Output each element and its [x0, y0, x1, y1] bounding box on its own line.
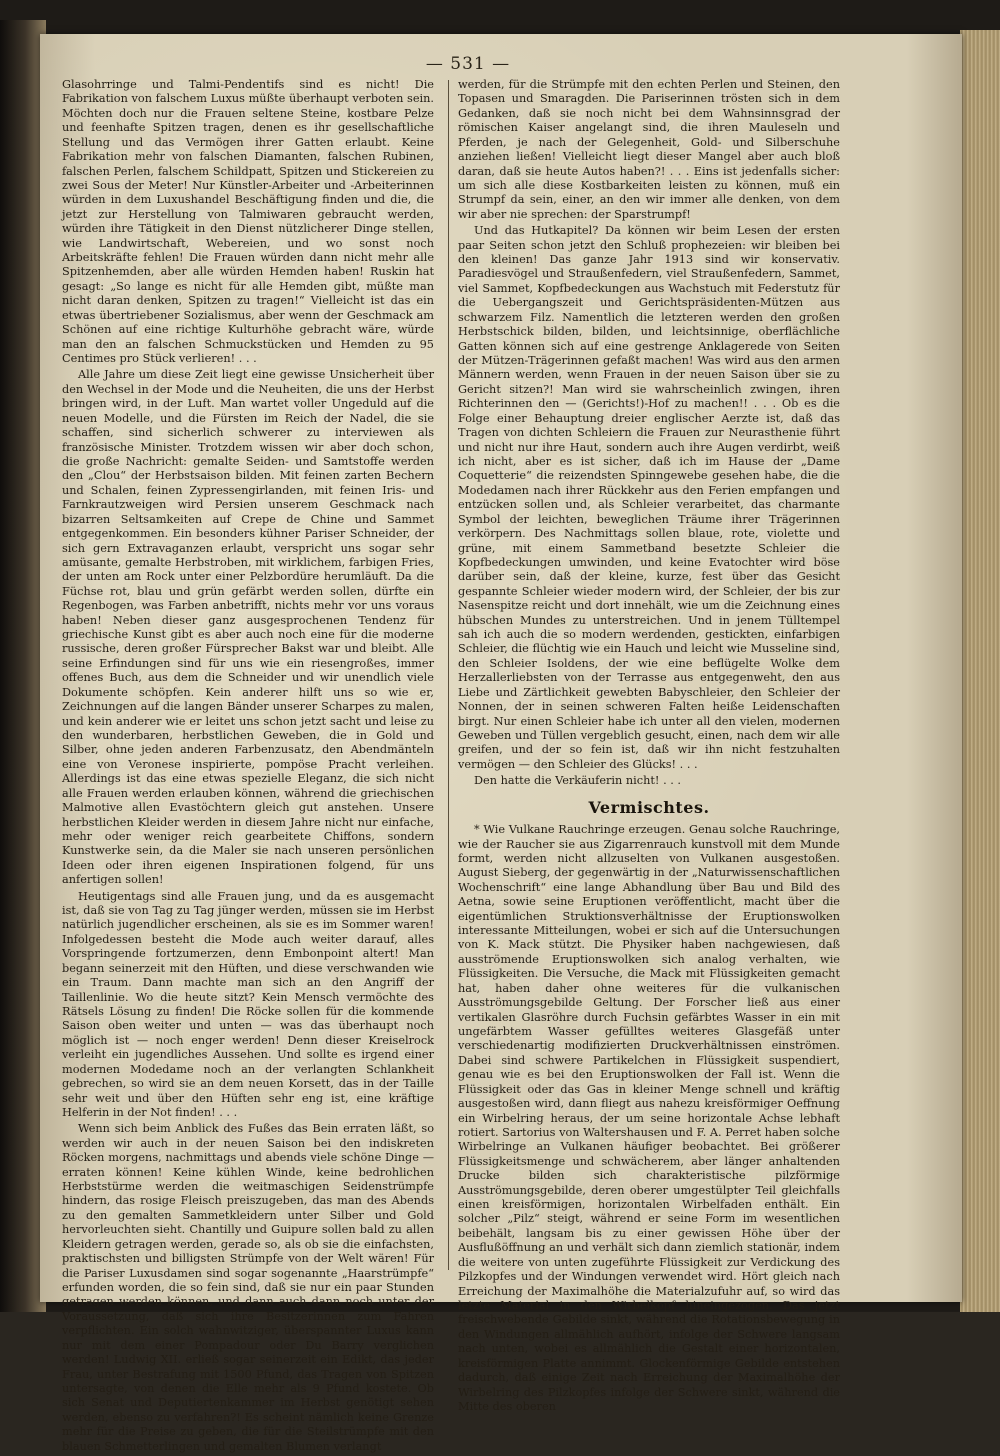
page-edges	[960, 30, 1000, 1312]
page-number: — 531 —	[425, 54, 511, 74]
paragraph: Glasohrringe und Talmi-Pendentifs sind es nicht! Die Fabrikation von falschem Luxus müßte überhaupt verboten sein. Möchten doch nur die Frauen seltene Steine, kostbare Pelze und feenhafte Spitzen tragen, denen es ihr gesellschaftliche Stellung und das Vermögen ihrer Gatten erlaubt. Keine Fabrikation mehr von falschen Diamanten, falschen Rubinen, falschen Perlen, falschem Schildpatt, Spitzen und Stickereien zu zwei Sous der Meter! Nur Künstler-Arbeiter und -Arbeiterinnen würden in dem Luxushandel Beschäftigung finden und die, die jetzt zur Herstellung von Talmiwaren gebraucht werden, würden ihre Tätigkeit in den Dienst nützlicherer Dinge stellen, wie Landwirtschaft, Webereien, und wo sonst noch Arbeitskräfte fehlen! Die Frauen würden dann nicht mehr alle Spitzenhemden, aber alle würden Hemden haben! Ruskin hat gesagt: „So lange es nicht für alle Hemden gibt, müßte man nicht daran denken, Spitzen zu tragen!“ Vielleicht ist das ein etwas übertriebener Sozialismus, aber wenn der Geschmack am Schönen auf eine richtige Kulturhöhe gebracht wäre, würde man den an falschen Schmuckstücken und Hemden zu 95 Centimes pro Stück verlieren! . . .	[62, 78, 434, 366]
left-column	[62, 78, 434, 1456]
paragraph: Wenn sich beim Anblick des Fußes das Bein erraten läßt, so werden wir auch in der neuen Saison bei den indiskreten Röcken morgens, nachmittags und abends viele schöne Dinge — erraten können! Keine kühlen Winde, keine bedrohlichen Herbststürme werden die weitmaschigen Seidenstrümpfe hindern, das rosige Fleisch preiszugeben, das man des Abends zu den gemalten Sammetkleidern unter Silber und Gold hervorleuchten sieht. Chantilly und Guipure sollen bald zu allen Kleidern getragen werden, gerade so, als ob sie die einfachsten, praktischsten und billigsten Strümpfe von der Welt wären! Für die Pariser Luxusdamen sind sogar sogenannte „Haarstrümpfe“ erfunden worden, die so fein sind, daß sie nur ein paar Stunden getragen werden können, und dann auch dann noch unter der Voraussetzung, daß sich ihre Besitzerinnen zum Fahren verpflichten. Ein solch wahnwitziger, überspannter Luxus kann nur mit dem einer Pompadour oder Du Barry verglichen werden! Ludwig XII. erließ sogar seinerzeit ein Edikt, das jeder Frau, unter Bestrafung mit 1500 Pfund, das Tragen von Spitzen untersagte, von denen die Elle mehr als 9 Pfund kostete. Ob sich Senat und Deputiertenkammer im Herbst genötigt sehen werden, ebenso zu verfahren?! Es scheint nämlich keine Grenze mehr für die Preise zu geben, die für die Steilstrümpfe mit den blauen Schmetterlingen und gemalten Blumen verlangt	[62, 1122, 434, 1453]
paragraph: * Wie Vulkane Rauchringe erzeugen. Genau solche Rauchringe, wie der Raucher sie aus Zigarrenrauch kunstvoll mit dem Munde formt, werden nicht allzuselten von Vulkanen ausgestoßen. August Sieberg, der gegenwärtig in der „Naturwissenschaftlichen Wochenschrift“ eine lange Abhandlung über Bau und Bild des Aetna, sowie seine Eruptionen veröffentlicht, macht über die eigentümlichen Struktionsverhältnisse der Eruptionswolken interessante Mitteilungen, wobei er sich auf die Untersuchungen von K. Mack stützt. Die Physiker haben nachgewiesen, daß ausströmende Eruptionswolken sich analog verhalten, wie Flüssigkeiten. Die Versuche, die Mack mit Flüssigkeiten gemacht hat, haben daher ohne weiteres für die vulkanischen Ausströmungsgebilde Geltung. Der Forscher ließ aus einer vertikalen Glasröhre durch Fuchsin gefärbtes Wasser in ein mit ungefärbtem Wasser gefülltes weiteres Glasgefäß unter verschiedenartig modifizierten Druckverhältnissen einströmen. Dabei sind schwere Partikelchen in Flüssigkeit suspendiert, genau wie es bei den Eruptionswolken der Fall ist. Wenn die Flüssigkeit oder das Gas in kleiner Menge schnell und kräftig ausgestoßen wird, dann fliegt aus nahezu kreisförmiger Oeffnung ein Wirbelring heraus, der um seine horizontale Achse lebhaft rotiert. Sartorius von Waltershausen und F. A. Perret haben solche Wirbelringe an Vulkanen häufiger beobachtet. Bei größerer Flüssigkeitsmenge und schwächerem, aber länger anhaltenden Drucke bilden sich charakteristische pilzförmige Ausströmungsgebilde, deren oberer umgestülpter Teil gleichfalls einen kreisförmigen, horizontalen Wirbelfaden enthält. Ein solcher „Pilz“ steigt, während er seine Form im wesentlichen beibehält, langsam bis zu einer gewissen Höhe über der Ausflußöffnung an und verhält sich dann ziemlich stationär, indem die weitere von unten zugeführte Flüssigkeit zur Verdickung des Pilzkopfes und der Windungen verwendet wird. Hört gleich nach Erreichung der Maximalhöhe die Materialzufuhr auf, so wird das letzte Material in den Wirbelkopf hineingezogen. Das jetzt freischwebende Gebilde sinkt, während die Rotationsbewegung in den Windungen allmählich aufhört, infolge der Schwere langsam nach unten, wobei es allmählich die Gestalt einer horizontalen, kreisförmigen Platte annimmt. Glockenförmige Gebilde entstehen dadurch, daß einige Zeit nach Erreichung der Maximalhöhe der Wirbelring des Pilzkopfes infolge der Schwere sinkt, während die Mitte des oberen	[458, 823, 840, 1413]
column-divider	[448, 80, 449, 1270]
paragraph: werden, für die Strümpfe mit den echten Perlen und Steinen, den Topasen und Smaragden. Die Pariserinnen trösten sich in dem Gedanken, daß sie noch nicht bei dem Wahnsinnsgrad der römischen Kaiser angelangt sind, die ihren Mauleseln und Pferden, je nach der Gelegenheit, Gold- und Silberschuhe anziehen ließen! Vielleicht liegt dieser Mangel aber auch bloß daran, daß sie heute Autos haben?! . . . Eins ist jedenfalls sicher: um sich alle diese Kostbarkeiten leisten zu können, muß ein Strumpf da sein, einer, an den wir immer alle denken, von dem wir aber nie sprechen: der Sparstrumpf!	[458, 78, 840, 221]
paragraph: Alle Jahre um diese Zeit liegt eine gewisse Unsicherheit über den Wechsel in der Mode und die Neuheiten, die uns der Herbst bringen wird, in der Luft. Man wartet voller Ungeduld auf die neuen Modelle, und die Fürsten im Reich der Nadel, die sie schaffen, sind sicherlich schwerer zu interviewen als französische Minister. Trotzdem wissen wir aber doch schon, die große Nachricht: gemalte Seiden- und Samtstoffe werden den „Clou“ der Herbstsaison bilden. Mit feinen zarten Bechern und Schalen, feinen Zypressengirlanden, mit feinen Iris- und Farnkrautzweigen wird Persien unserem Geschmack nach bizarren Seltsamkeiten auf Crepe de Chine und Sammet entgegenkommen. Ein besonders kühner Pariser Schneider, der sich gern Extravaganzen erlaubt, verspricht uns sogar sehr amüsante, gemalte Herbstroben, mit wirklichem, farbigen Fries, der unten am Rock unter einer Pelzbordüre herumläuft. Da die Füchse rot, blau und grün gefärbt werden sollen, dürfte ein Regenbogen, was Farben anbetrifft, nichts mehr vor uns voraus haben! Neben dieser ganz ausgesprochenen Tendenz für griechische Kunst gibt es aber auch noch eine für die moderne russische, deren großer Fürsprecher Bakst war und bleibt. Alle seine Erfindungen sind für uns wie ein riesengroßes, immer offenes Buch, aus dem die Schneider und wir unendlich viele Dokumente schöpfen. Kein anderer hilft uns so wie er, Zeichnungen auf die langen Bänder unserer Scharpes zu malen, und kein anderer wie er leitet uns schon jetzt sacht und leise zu den wunderbaren, herbstlichen Geweben, die in Gold und Silber, ohne jeden anderen Farbenzusatz, den Abendmänteln eine von Veronese inspirierte, pompöse Pracht verleihen. Allerdings ist das eine etwas spezielle Eleganz, die sich nicht alle Frauen werden erlauben können, während die griechischen Malmotive allen Evastöchtern gleich gut anstehen. Unsere herbstlichen Kleider werden in diesem Jahre nicht nur einfache, mehr oder weniger reich gearbeitete Chiffons, sondern Kunstwerke sein, da die Maler sie nach unseren persönlichen Ideen oder ihren eigenen Inspirationen folgend, für uns anfertigen sollen!	[62, 368, 434, 887]
paragraph: Heutigentags sind alle Frauen jung, und da es ausgemacht ist, daß sie von Tag zu Tag jünger werden, müssen sie im Herbst natürlich jugendlicher erscheinen, als sie es im Sommer waren! Infolgedessen besteht die Mode auch weiter darauf, alles Vorspringende fortzumerzen, denn Embonpoint altert! Man begann seinerzeit mit den Hüften, und diese verschwanden wie ein Traum. Dann machte man sich an den Angriff der Taillenlinie. Wo die heute sitzt? Kein Mensch vermöchte des Rätsels Lösung zu finden! Die Röcke sollen für die kommende Saison oben weiter und unten — was das überhaupt noch möglich ist — noch enger werden! Denn dieser Kreiselrock verleiht ein jugendliches Aussehen. Und sollte es irgend einer modernen Modedame noch an der verlangten Schlankheit gebrechen, so wird sie an dem neuen Korsett, das in der Taille sehr weit und über den Hüften sehr eng ist, eine kräftige Helferin in der Not finden! . . .	[62, 889, 434, 1119]
section-heading: Vermischtes.	[588, 797, 710, 817]
right-column	[458, 78, 840, 1416]
paragraph: Den hatte die Verkäuferin nicht! . . .	[474, 774, 682, 788]
paragraph: Und das Hutkapitel? Da können wir beim Lesen der ersten paar Seiten schon jetzt den Schluß prophezeien: wir bleiben bei den kleinen! Das ganze Jahr 1913 sind wir konservativ. Paradiesvögel und Straußenfedern, viel Straußenfedern, Sammet, viel Sammet, Kopfbedeckungen aus Wachstuch mit Federstutz für die Uebergangszeit und Gerichtspräsidenten-Mützen aus schwarzem Filz. Namentlich die letzteren werden den großen Herbstschick bilden, bilden, und leichtsinnige, oberflächliche Gatten können sich auf eine gestrenge Anklagerede von Seiten der Mützen-Trägerinnen gefaßt machen! Was wird aus den armen Männern werden, wenn Frauen in der neuen Saison über sie zu Gericht sitzen?! Man wird sie wahrscheinlich zwingen, ihren Richterinnen den — (Gerichts!)-Hof zu machen!! . . . Ob es die Folge einer Behauptung dreier englischer Aerzte ist, daß das Tragen von dichten Schleiern die Frauen zur Neurasthenie führt und nicht nur ihre Haut, sondern auch ihre Augen verdirbt, weiß ich nicht, aber es ist sicher, daß ich im Hause der „Dame Coquetterie“ die reizendsten Spinngewebe gesehen habe, die die Modedamen nach ihrer Rückkehr aus den Ferien empfangen und entzücken sollen und, als Schleier verarbeitet, das charmante Symbol der leichten, beweglichen Träume ihrer Trägerinnen verkörpern. Des Nachmittags sollen blaue, rote, violette und grüne, mit einem Sammetband besetzte Schleier die Kopfbedeckungen umwinden, und keine Evatochter wird böse darüber sein, daß der kleine, kurze, fest über das Gesicht gespannte Schleier wieder modern wird, der Schleier, der bis zur Nasenspitze reicht und dort innehält, wie um die Zeichnung eines hübschen Mundes zu unterstreichen. Und in jenem Tülltempel sah ich auch die so modern werdenden, gestickten, einfarbigen Schleier, die flüchtig wie ein Hauch und leicht wie Musseline sind, den Schleier Isoldens, der wie eine beflügelte Wolke dem Herzallerliebsten von der Terrasse aus entgegenweht, den aus Liebe und Zärtlichkeit gewebten Babyschleier, den Schleier der Nonnen, der in seinen schweren Falten heiße Leidenschaften birgt. Nur einen Schleier habe ich unter all den vielen, modernen Geweben und Tüllen vergeblich gesucht, einen, nach dem wir alle greifen, und der so fein ist, daß wir ihn nicht festzuhalten vermögen — den Schleier des Glücks! . . .	[458, 224, 840, 771]
